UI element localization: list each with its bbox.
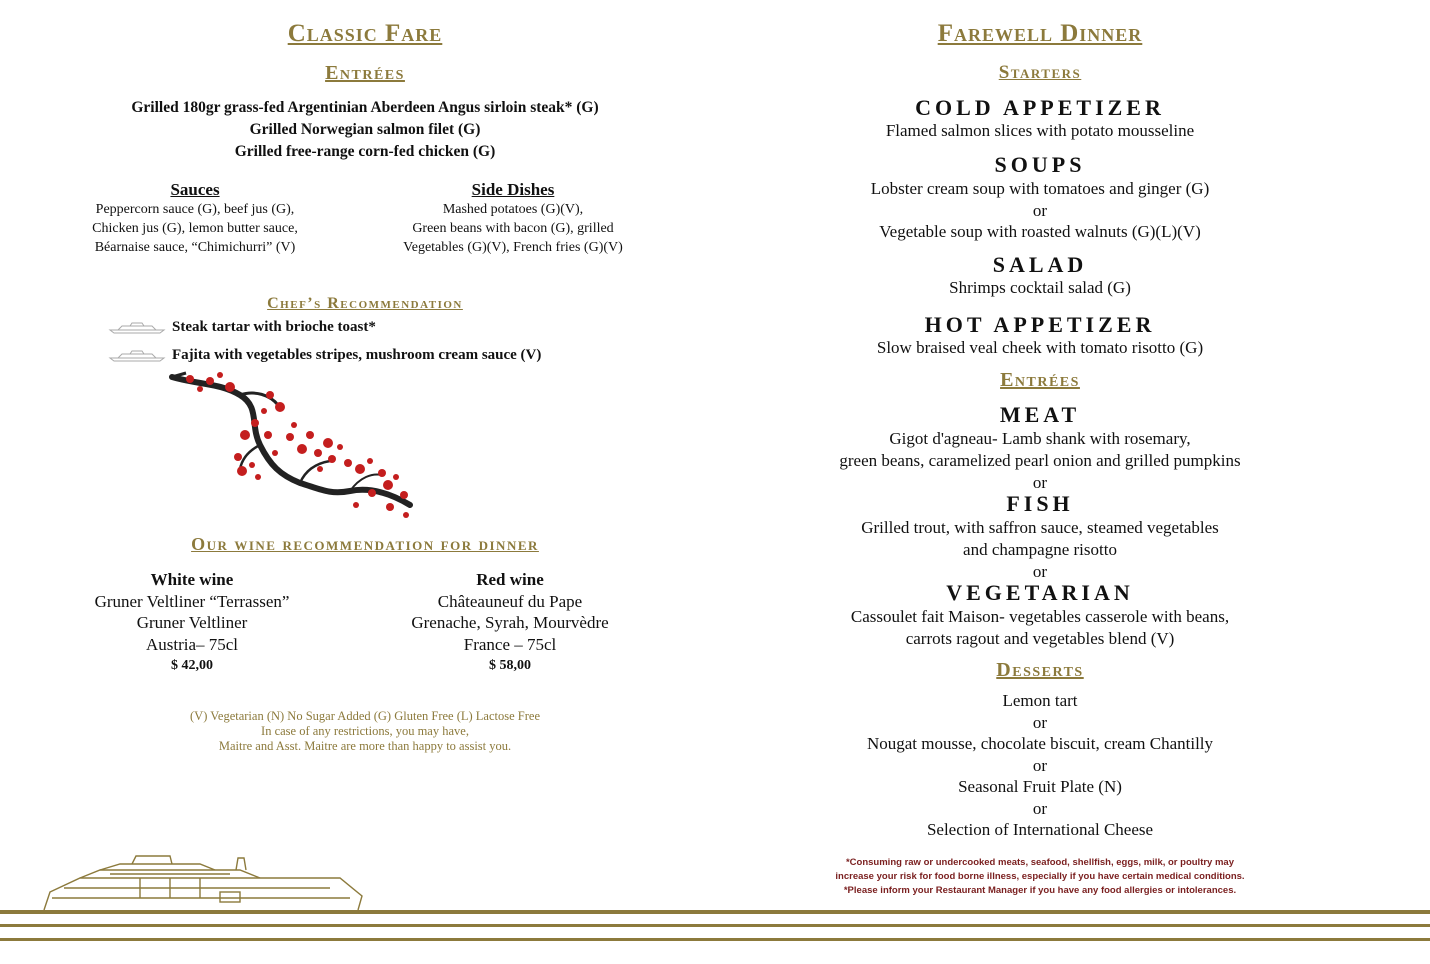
vegetarian-description (730, 606, 1350, 650)
chef-item: Fajita with vegetables stripes, mushroom cream sauce (V) (172, 346, 542, 363)
sides-block (373, 180, 653, 257)
chef-item-row (108, 318, 376, 336)
or-separator: or (1032, 562, 1048, 581)
desserts-list (730, 690, 1350, 841)
farewell-dinner-title: Farewell Dinner (937, 20, 1143, 47)
red-wine-line: Grenache, Syrah, Mourvèdre (411, 613, 609, 632)
entree-item: Grilled Norwegian salmon filet (G) (249, 121, 481, 138)
sauce-line: Peppercorn sauce (G), beef jus (G), (95, 202, 295, 217)
chef-recommendation-heading: Chef’s Recommendation (267, 295, 463, 312)
or-separator: or (1032, 473, 1048, 492)
disclaimer-line: *Please inform your Restaurant Manager if you have any food allergies or intolerances. (843, 885, 1237, 896)
cruise-ship-illustration (40, 852, 370, 914)
white-wine-price: $ 42,00 (171, 658, 213, 673)
meat-line: green beans, caramelized pearl onion and grilled pumpkins (839, 451, 1241, 470)
ship-icon (108, 320, 168, 334)
hot-appetizer-heading: HOT APPETIZER (924, 312, 1156, 337)
soups-heading: SOUPS (994, 152, 1086, 177)
red-wine-line: France – 75cl (463, 634, 557, 654)
meat-description (730, 428, 1350, 494)
sauce-line: Béarnaise sauce, “Chimichurri” (V) (94, 240, 296, 255)
entrees-heading: Entrées (325, 62, 405, 84)
fish-line: and champagne risotto (963, 540, 1117, 559)
or-separator: or (1032, 755, 1048, 775)
vegetarian-line: carrots ragout and vegetables blend (V) (905, 629, 1175, 648)
white-wine-block (52, 569, 332, 677)
side-line: Mashed potatoes (G)(V), (442, 202, 584, 217)
food-safety-disclaimer (730, 856, 1350, 898)
dessert-item: Selection of International Cheese (926, 820, 1154, 839)
cherry-blossom-illustration (160, 365, 450, 530)
legend-line: (V) Vegetarian (N) No Sugar Added (G) Gluten Free (L) Lactose Free (190, 709, 540, 723)
salad-item: Shrimps cocktail salad (G) (949, 278, 1131, 297)
sauces-heading: Sauces (170, 180, 220, 199)
footer-stripe (0, 910, 1430, 914)
salad-heading: SALAD (992, 252, 1088, 277)
sides-heading: Side Dishes (471, 180, 555, 199)
entrees-heading: Entrées (1000, 369, 1080, 391)
white-wine-line: Austria– 75cl (145, 634, 239, 654)
white-wine-line: Gruner Veltliner “Terrassen” (94, 591, 290, 611)
entree-item: Grilled 180gr grass-fed Argentinian Aberdeen Angus sirloin steak* (G) (131, 99, 599, 116)
red-wine-price: $ 58,00 (489, 658, 531, 673)
red-wine-heading: Red wine (476, 570, 544, 589)
farewell-dinner-page (730, 0, 1430, 964)
cold-appetizer-heading: COLD APPETIZER (915, 95, 1165, 120)
chef-item-row (108, 346, 541, 364)
fish-heading: FISH (1006, 491, 1074, 516)
footer-stripe (0, 924, 1430, 927)
soup-item: Lobster cream soup with tomatoes and ginger (G) (870, 179, 1210, 198)
disclaimer-line: increase your risk for food borne illness, especially if you have certain medical conditions. (835, 871, 1245, 882)
legend-line: Maitre and Asst. Maitre are more than happy to assist you. (218, 739, 512, 753)
or-separator: or (1032, 712, 1048, 732)
or-separator: or (1032, 200, 1048, 220)
side-line: Green beans with bacon (G), grilled (412, 221, 614, 236)
dessert-item: Seasonal Fruit Plate (N) (958, 777, 1122, 796)
or-separator: or (1032, 798, 1048, 818)
meat-heading: MEAT (999, 402, 1081, 427)
classic-fare-title: Classic Fare (287, 20, 443, 47)
ship-icon (108, 348, 168, 362)
desserts-heading: Desserts (996, 659, 1084, 681)
entree-item: Grilled free-range corn-fed chicken (G) (234, 143, 496, 160)
starters-heading: Starters (998, 62, 1082, 83)
white-wine-line: Gruner Veltliner (136, 613, 248, 632)
dessert-item: Nougat mousse, chocolate biscuit, cream Chantilly (866, 734, 1214, 753)
sauce-line: Chicken jus (G), lemon butter sauce, (92, 221, 298, 236)
fish-description (730, 517, 1350, 583)
cold-appetizer-item: Flamed salmon slices with potato mousseline (885, 121, 1195, 140)
meat-line: Gigot d'agneau- Lamb shank with rosemary, (889, 429, 1191, 448)
soups-list (730, 178, 1350, 243)
chef-item: Steak tartar with brioche toast* (172, 318, 376, 335)
vegetarian-line: Cassoulet fait Maison- vegetables casserole with beans, (850, 607, 1230, 626)
footer-stripe (0, 938, 1430, 941)
dessert-item: Lemon tart (1002, 691, 1078, 710)
soup-item: Vegetable soup with roasted walnuts (G)(L)(V) (879, 222, 1201, 241)
side-line: Vegetables (G)(V), French fries (G)(V) (403, 240, 623, 255)
wine-recommendation-heading: Our wine recommendation for dinner (191, 534, 539, 554)
hot-appetizer-item: Slow braised veal cheek with tomato risotto (G) (876, 338, 1204, 357)
red-wine-block (370, 569, 650, 677)
dietary-legend (0, 709, 730, 754)
fish-line: Grilled trout, with saffron sauce, steamed vegetables (861, 518, 1219, 537)
disclaimer-line: *Consuming raw or undercooked meats, seafood, shellfish, eggs, milk, or poultry may (845, 857, 1234, 868)
red-wine-line: Châteauneuf du Pape (437, 591, 583, 611)
entrees-list (0, 97, 730, 163)
white-wine-heading: White wine (150, 570, 234, 589)
vegetarian-heading: VEGETARIAN (946, 580, 1134, 605)
sauces-block (45, 180, 345, 257)
legend-line: In case of any restrictions, you may have, (261, 724, 469, 738)
